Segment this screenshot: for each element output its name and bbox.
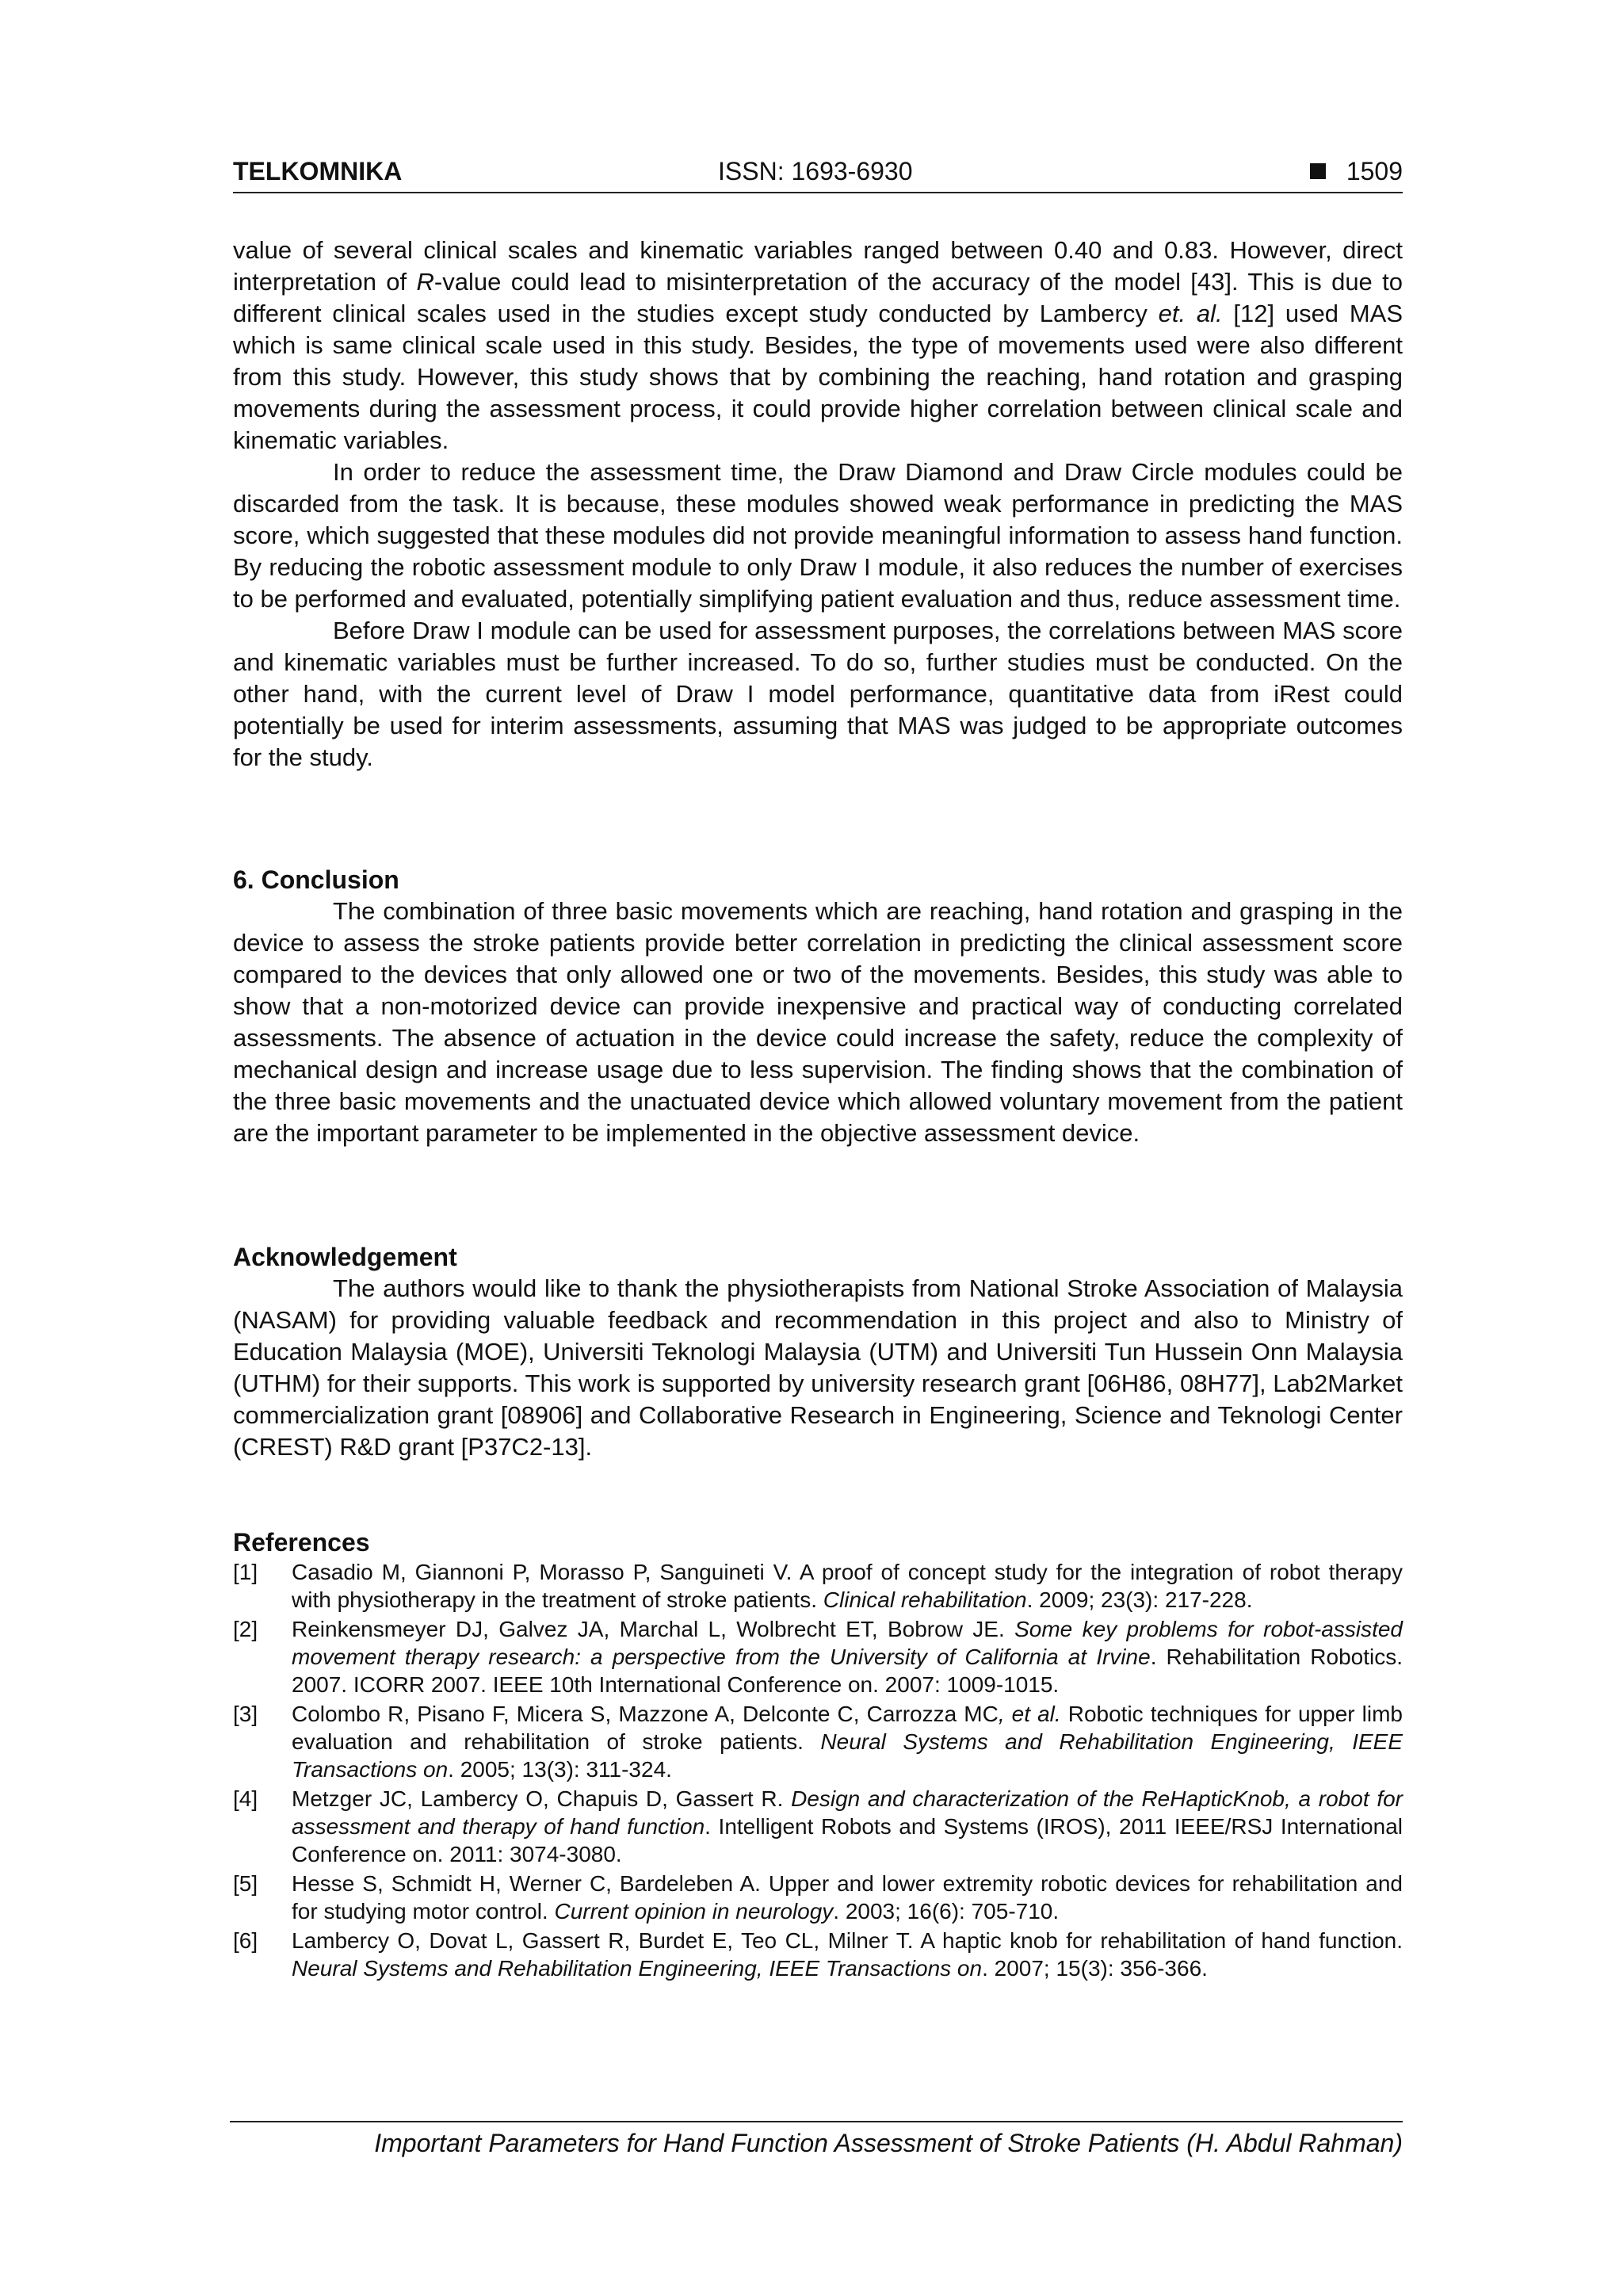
reference-text — [292, 1785, 1403, 1868]
reference-text — [292, 1700, 1403, 1783]
text-run: [12] used MAS which is same clinical scale used in this study. Besides, the type of movements used were also different from this study. However, this study shows that by combining the reaching, hand rotation and grasping movements during the assessment process, it could provide higher correlation between clinical scale and kinematic variables. — [233, 300, 1403, 454]
reference-text — [292, 1927, 1403, 1982]
reference-number: [3] — [233, 1702, 258, 1726]
text-run: Hesse S, Schmidt H, Werner C, Bardeleben A. Upper and lower extremity robotic devices for rehabilitation and for studying motor control. — [292, 1871, 1403, 1924]
acknowledgement-paragraph: The authors would like to thank the physiotherapists from National Stroke Association of Malaysia (NASAM) for providing valuable feedback and recommendation in this project and also to Ministry of Education Malaysia (MOE), Universiti Teknologi Malaysia (UTM) and Universiti Tun Hussein Onn Malaysia (UTHM) for their supports. This work is supported by university research grant [06H86, 08H77], Lab2Market commercialization grant [08906] and Collaborative Research in Engineering, Science and Teknologi Center (CREST) R&D grant [P37C2-13]. — [233, 1274, 1403, 1461]
text-run: . 2009; 23(3): 217-228. — [1026, 1587, 1253, 1612]
acknowledgement-heading: Acknowledgement — [233, 1243, 457, 1271]
italic-text: Clinical rehabilitation — [823, 1587, 1027, 1612]
discussion-paragraph-3: Before Draw I module can be used for assessment purposes, the correlations between MAS score and kinematic variables must be further increased. To do so, further studies must be conducted. On the other hand, with the current level of Draw I model performance, quantitative data from iRest could potentially be used for interim assessments, assuming that MAS was judged to be appropriate outcomes for the study. — [233, 617, 1403, 771]
italic-text: Some key problems for robot-assisted movement therapy research: a perspective from the University of California at Irvine — [292, 1617, 1403, 1669]
reference-item — [233, 1558, 1403, 1614]
text-run: Lambercy O, Dovat L, Gassert R, Burdet E, Teo CL, Milner T. A haptic knob for rehabilitation of hand function. — [292, 1928, 1403, 1953]
black-square-icon — [1310, 163, 1326, 179]
conclusion-heading: 6. Conclusion — [233, 865, 399, 894]
reference-number: [5] — [233, 1871, 258, 1896]
references-heading: References — [233, 1528, 370, 1557]
italic-text: et. al. — [1158, 300, 1223, 327]
text-run: . 2005; 13(3): 311-324. — [448, 1757, 672, 1782]
text-run: Casadio M, Giannoni P, Morasso P, Sanguineti V. A proof of concept study for the integration of robot therapy with physiotherapy in the treatment of stroke patients. — [292, 1560, 1403, 1612]
italic-text: Current opinion in neurology — [554, 1899, 834, 1924]
reference-item — [233, 1615, 1403, 1698]
italic-text: Neural Systems and Rehabilitation Engineering, IEEE Transactions on — [292, 1729, 1403, 1782]
reference-item — [233, 1700, 1403, 1783]
text-run: -value could lead to misinterpretation of the accuracy of the model [43]. This is due to different clinical scales used in the studies except study conducted by Lambercy — [233, 268, 1403, 327]
reference-item — [233, 1927, 1403, 1982]
reference-number: [2] — [233, 1617, 258, 1641]
page-number-value: 1509 — [1346, 157, 1403, 185]
acknowledgement-block — [233, 1273, 1403, 1463]
reference-item — [233, 1785, 1403, 1868]
text-run: value of several clinical scales and kinematic variables ranged between 0.40 and 0.83. However, direct interpretation of — [233, 236, 1403, 296]
italic-text: R — [416, 268, 434, 296]
conclusion-block — [233, 896, 1403, 1149]
reference-number: [6] — [233, 1928, 258, 1953]
text-run: . Intelligent Robots and Systems (IROS), 2011 IEEE/RSJ International Conference on. 2011: 3074-3080. — [292, 1814, 1403, 1866]
reference-number: [4] — [233, 1786, 258, 1811]
conclusion-paragraph: The combination of three basic movements which are reaching, hand rotation and grasping in the device to assess the stroke patients provide better correlation in predicting the clinical assessment score compared to the devices that only allowed one or two of the movements. Besides, this study was able to show that a non-motorized device can provide inexpensive and practical way of conducting correlated assessments. The absence of actuation in the device could increase the safety, reduce the complexity of mechanical design and increase usage due to less supervision. The finding shows that the combination of the three basic movements and the unactuated device which allowed voluntary movement from the patient are the important parameter to be implemented in the objective assessment device. — [233, 897, 1403, 1147]
reference-number: [1] — [233, 1560, 258, 1584]
reference-text — [292, 1615, 1403, 1698]
text-run: Reinkensmeyer DJ, Galvez JA, Marchal L, Wolbrecht ET, Bobrow JE. — [292, 1617, 1015, 1641]
reference-list — [233, 1558, 1403, 1984]
reference-text — [292, 1870, 1403, 1925]
discussion-paragraph-1 — [233, 235, 1403, 457]
text-run: Robotic techniques for upper limb evaluation and rehabilitation of stroke patients. — [292, 1702, 1403, 1754]
reference-item — [233, 1870, 1403, 1925]
italic-text: , et al. — [998, 1702, 1061, 1726]
italic-text: Design and characterization of the ReHapticKnob, a robot for assessment and therapy of hand function — [292, 1786, 1403, 1839]
text-run: . Rehabilitation Robotics. 2007. ICORR 2007. IEEE 10th International Conference on. 2007: 1009-1015. — [292, 1645, 1403, 1697]
text-run: Metzger JC, Lambercy O, Chapuis D, Gassert R. — [292, 1786, 792, 1811]
reference-text — [292, 1558, 1403, 1614]
discussion-paragraph-2: In order to reduce the assessment time, the Draw Diamond and Draw Circle modules could be discarded from the task. It is because, these modules showed weak performance in predicting the MAS score, which suggested that these modules did not provide meaningful information to assess hand function. By reducing the robotic assessment module to only Draw I module, it also reduces the number of exercises to be performed and evaluated, potentially simplifying patient evaluation and thus, reduce assessment time. — [233, 458, 1403, 613]
issn-label: ISSN: 1693-6930 — [718, 157, 913, 185]
running-footer — [230, 2121, 1403, 2158]
text-run: Colombo R, Pisano F, Micera S, Mazzone A, Delconte C, Carrozza MC — [292, 1702, 999, 1726]
text-run: . 2003; 16(6): 705-710. — [833, 1899, 1060, 1924]
footer-running-title: Important Parameters for Hand Function Assessment of Stroke Patients (H. Abdul Rahman) — [374, 2129, 1403, 2157]
text-run: . 2007; 15(3): 356-366. — [982, 1956, 1208, 1981]
running-header — [233, 155, 1403, 193]
page-number — [1310, 157, 1403, 186]
italic-text: Neural Systems and Rehabilitation Engineering, IEEE Transactions on — [292, 1956, 983, 1981]
discussion-block — [233, 235, 1403, 774]
journal-name: TELKOMNIKA — [233, 157, 403, 185]
